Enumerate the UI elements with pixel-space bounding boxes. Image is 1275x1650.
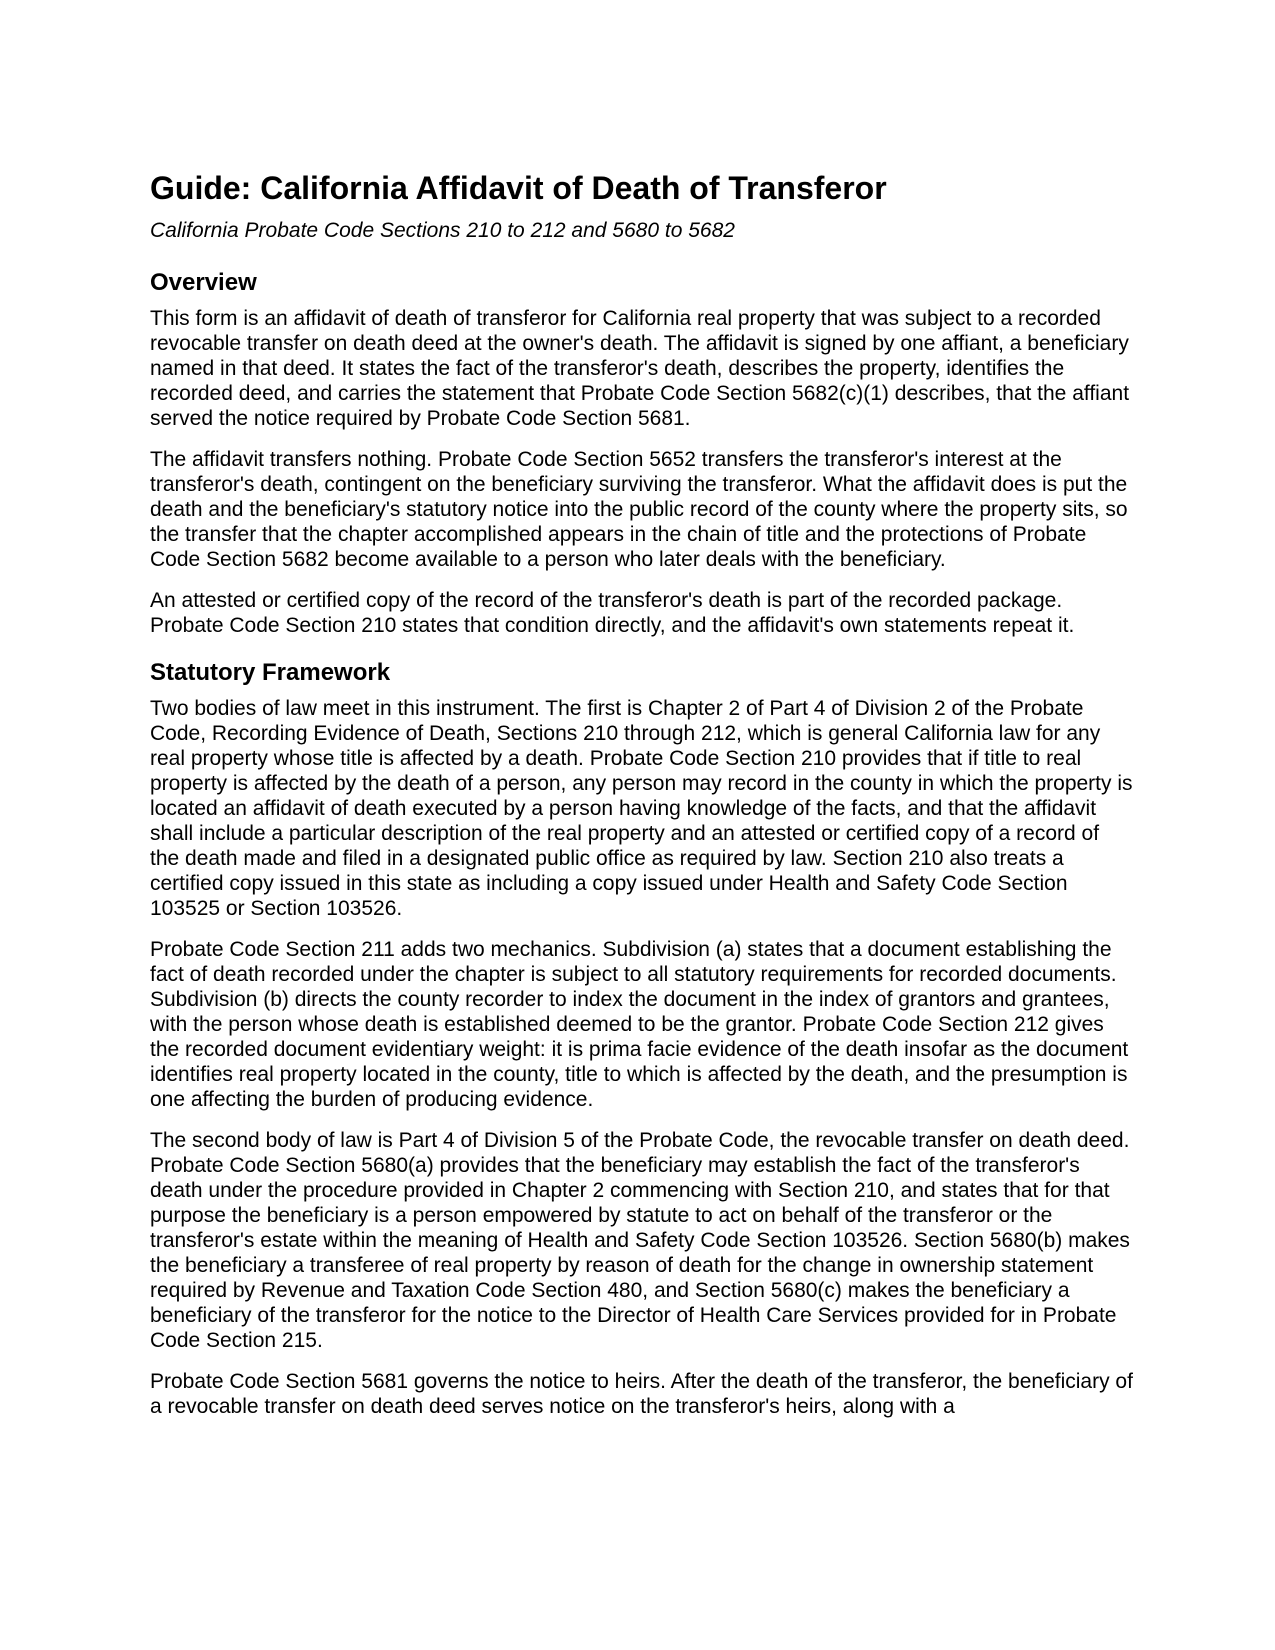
document-page <box>150 168 1134 1419</box>
section-heading-overview: Overview <box>150 269 257 296</box>
page-title: Guide: California Affidavit of Death of Transferor <box>150 170 887 206</box>
section-heading-statutory-framework: Statutory Framework <box>150 659 391 686</box>
paragraph: An attested or certified copy of the record of the transferor's death is part of the recorded package. Probate Code Section 210 states that condition directly, and the affidavit's own statements repeat it. <box>150 589 1075 637</box>
paragraph: Two bodies of law meet in this instrument. The first is Chapter 2 of Part 4 of Division 2 of the Probate Code, Recording Evidence of Death, Sections 210 through 212, which is general California law for any real property whose title is affected by a death. Probate Code Section 210 provides that if title to real property is affected by the death of a person, any person may record in the county in which the property is located an affidavit of death executed by a person having knowledge of the facts, and that the affidavit shall include a particular description of the real property and an attested or certified copy of a record of the death made and filed in a designated public office as required by law. Section 210 also treats a certified copy issued in this state as including a copy issued under Health and Safety Code Section 103525 or Section 103526. <box>150 697 1133 920</box>
paragraph: Probate Code Section 5681 governs the notice to heirs. After the death of the transferor, the beneficiary of a revocable transfer on death deed serves notice on the transferor's heirs, along with a <box>150 1370 1133 1418</box>
paragraph: This form is an affidavit of death of transferor for California real property that was subject to a recorded revocable transfer on death deed at the owner's death. The affidavit is signed by one affiant, a beneficiary named in that deed. It states the fact of the transferor's death, describes the property, identifies the recorded deed, and carries the statement that Probate Code Section 5682(c)(1) describes, that the affiant served the notice required by Probate Code Section 5681. <box>150 307 1130 430</box>
paragraph: The affidavit transfers nothing. Probate Code Section 5652 transfers the transferor's interest at the transferor's death, contingent on the beneficiary surviving the transferor. What the affidavit does is put the death and the beneficiary's statutory notice into the public record of the county where the property sits, so the transfer that the chapter accomplished appears in the chain of title and the protections of Probate Code Section 5682 become available to a person who later deals with the beneficiary. <box>150 448 1128 571</box>
paragraph: The second body of law is Part 4 of Division 5 of the Probate Code, the revocable transfer on death deed. Probate Code Section 5680(a) provides that the beneficiary may establish the fact of the transferor's death under the procedure provided in Chapter 2 commencing with Section 210, and states that for that purpose the beneficiary is a person empowered by statute to act on behalf of the transferor or the transferor's estate within the meaning of Health and Safety Code Section 103526. Section 5680(b) makes the beneficiary a transferee of real property by reason of death for the change in ownership statement required by Revenue and Taxation Code Section 480, and Section 5680(c) makes the beneficiary a beneficiary of the transferor for the notice to the Director of Health Care Services provided for in Probate Code Section 215. <box>150 1129 1130 1352</box>
paragraph: Probate Code Section 211 adds two mechanics. Subdivision (a) states that a document establishing the fact of death recorded under the chapter is subject to all statutory requirements for recorded documents. Subdivision (b) directs the county recorder to index the document in the index of grantors and grantees, with the person whose death is established deemed to be the grantor. Probate Code Section 212 gives the recorded document evidentiary weight: it is prima facie evidence of the death insofar as the document identifies real property located in the county, title to which is affected by the death, and the presumption is one affecting the burden of producing evidence. <box>150 938 1129 1111</box>
page-subtitle: California Probate Code Sections 210 to 212 and 5680 to 5682 <box>150 219 735 242</box>
section-statutory-framework <box>150 658 1134 1419</box>
section-overview <box>150 268 1134 638</box>
